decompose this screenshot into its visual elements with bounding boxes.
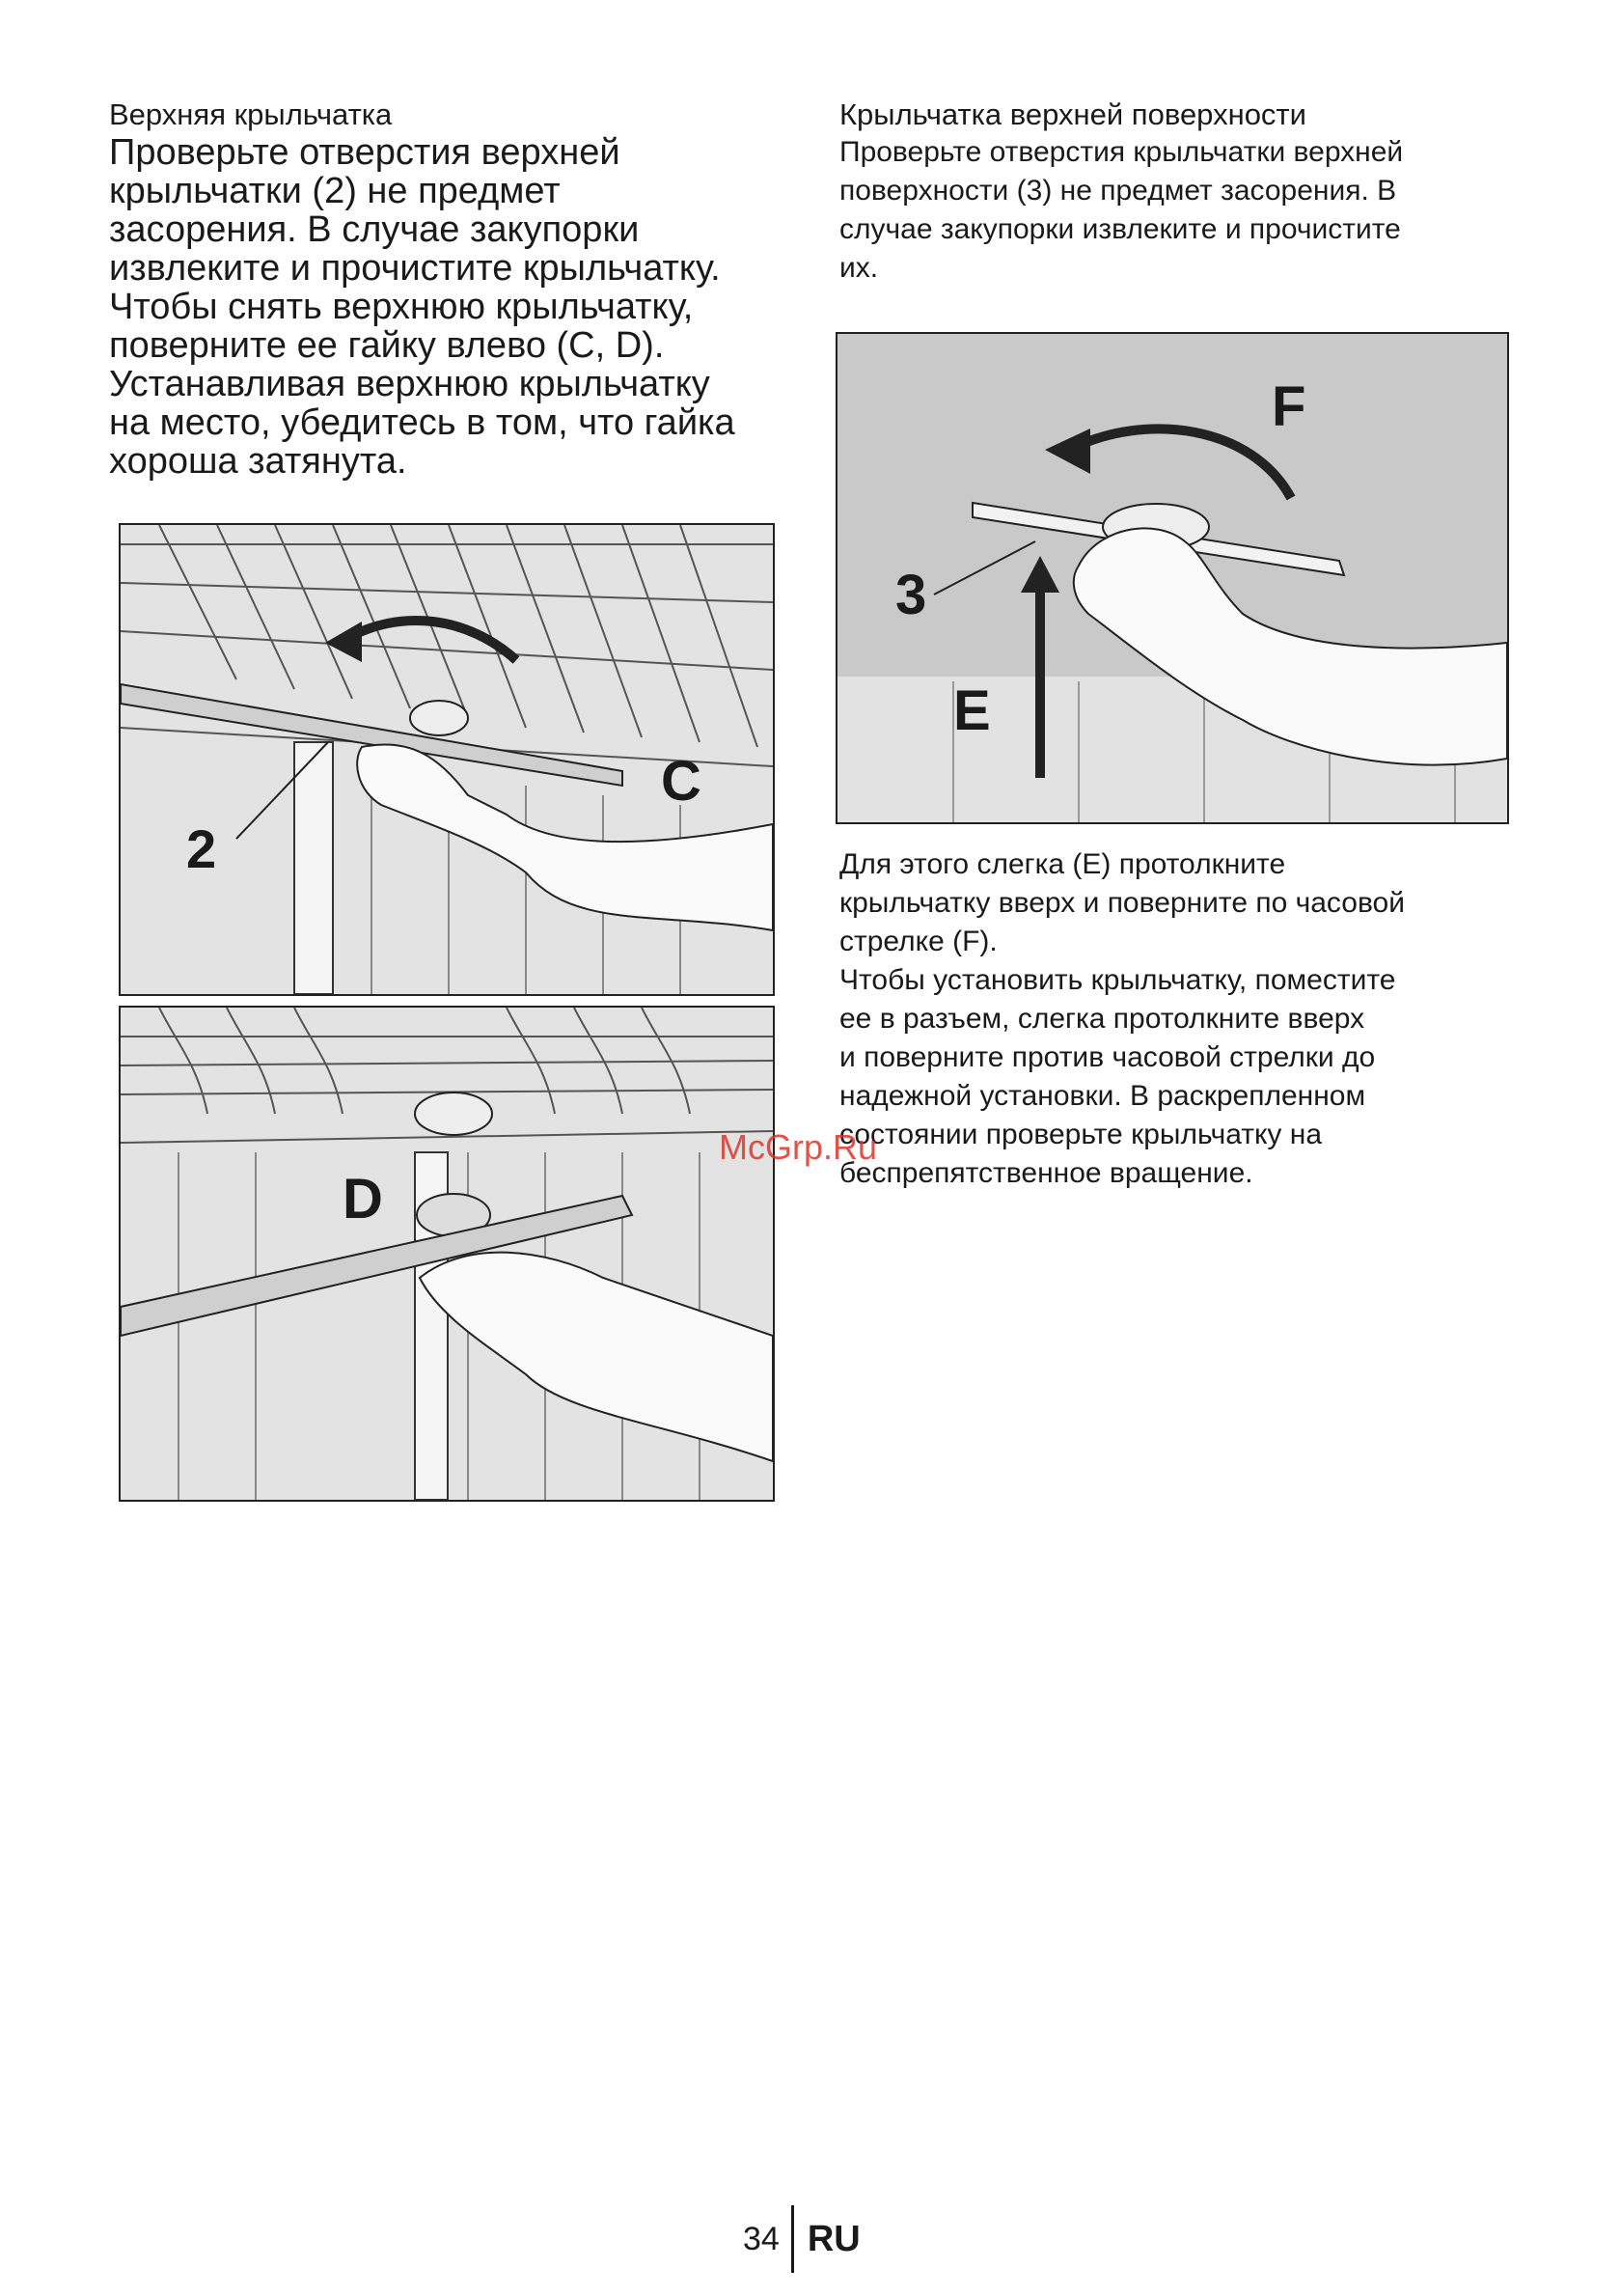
figure-ef-illustration: [836, 332, 1509, 824]
left-body-line: Проверьте отверстия верхней: [109, 132, 620, 173]
right-body2-line: беспрепятственное вращение.: [839, 1157, 1253, 1189]
left-body-line: засорения. В случае закупорки: [109, 209, 640, 250]
left-body-line: извлеките и прочистите крыльчатку.: [109, 248, 721, 289]
right-body-line: их.: [839, 252, 879, 284]
right-body-line: поверхности (3) не предмет засорения. В: [839, 175, 1397, 207]
right-instructions: [839, 845, 1515, 1193]
figure-c-number: 2: [186, 818, 217, 879]
right-body2-line: Для этого слегка (E) протолкните: [839, 848, 1286, 880]
figure-c-illustration: [119, 523, 775, 996]
figure-ef-letter-f: F: [1272, 375, 1306, 438]
left-heading: Верхняя крыльчатка: [109, 97, 393, 131]
right-body2-line: надежной установки. В раскрепленном: [839, 1080, 1366, 1112]
right-body2-line: и поверните против часовой стрелки до: [839, 1041, 1376, 1073]
left-body-line: хороша затянута.: [109, 441, 407, 482]
left-body-line: крыльчатки (2) не предмет: [109, 171, 561, 211]
right-body-line: Проверьте отверстия крыльчатки верхней: [839, 136, 1404, 168]
figure-ef-number: 3: [895, 564, 927, 626]
right-body2-line: состоянии проверьте крыльчатку на: [839, 1119, 1323, 1150]
right-body2-line: ее в разъем, слегка протолкните вверх: [839, 1003, 1365, 1035]
left-body-line: Чтобы снять верхнюю крыльчатку,: [109, 287, 694, 327]
left-body-line: Устанавливая верхнюю крыльчатку: [109, 364, 710, 404]
right-body2-line: крыльчатку вверх и поверните по часовой: [839, 887, 1405, 919]
figure-c-letter: C: [661, 750, 701, 813]
left-body-line: поверните ее гайку влево (C, D).: [109, 325, 665, 366]
right-column: [839, 97, 1515, 288]
page-number: 34: [743, 2220, 780, 2257]
figure-ef-letter-e: E: [953, 679, 991, 742]
left-body-line: на место, убедитесь в том, что гайка: [109, 402, 735, 443]
right-body2-line: Чтобы установить крыльчатку, поместите: [839, 964, 1396, 996]
right-body-line: случае закупорки извлеките и прочистите: [839, 213, 1401, 245]
language-code: RU: [807, 2218, 861, 2259]
right-heading: Крыльчатка верхней поверхности: [839, 97, 1306, 131]
left-column: [109, 97, 784, 481]
right-body2-line: стрелке (F).: [839, 926, 998, 957]
figure-d-letter: D: [343, 1168, 383, 1231]
page-footer: [743, 2210, 861, 2268]
watermark: McGrp.Ru: [719, 1127, 878, 1167]
figure-d-illustration: [119, 1006, 775, 1502]
